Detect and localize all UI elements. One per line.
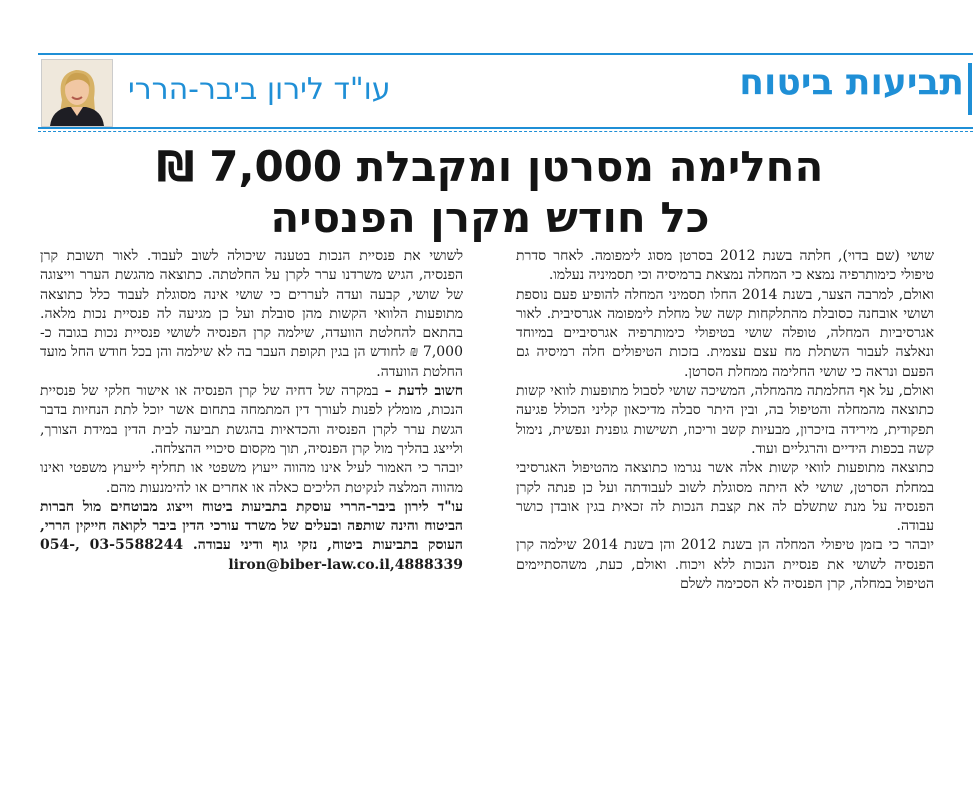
author-byline: עו"ד לירון ביבר-הררי עוסקת בתביעות ביטוח וייצוג מבוטחים מול חברות הביטוח והינה שותפה ובעלים של משרד עורכי הדין ביבר לקואה חייקין הררי, העוסק בתביעות ביטוח, נזקי גוף ודיני עבודה. 03-5588244 ,054-4888339,liron@biber-law.co.il [40, 498, 463, 573]
author-photo [41, 59, 113, 127]
headline-line-1: החלימה מסרטן ומקבלת 7,000 ₪ [156, 142, 824, 191]
article-paragraph: לשושי את פנסיית הנכות בטענה שיכולה לשוב לעבוד. לאור תשובת קרן הפנסיה, הגיש משרדנו ערר לקרן על החלטתה. כתוצאה מהגשת הערר וייצוגה של שושי, קבעה ועדה לעררים כי שושי אינה מסוגלת לעבוד כלל כתוצאה מתופעות הלוואי הקשות מהן סובלת ועל כן מגיעה לה פנסיית נכות מלאה. בהתאם להחלטת הוועדה, שילמה קרן הפנסיה לשושי פנסיית נכות בגובה כ- 7,000 ₪ לחודש הן בגין תקופת העבר בה לא שילמה והן בכל חודש החל מועד החלטת הוועדה. [40, 248, 463, 380]
article-paragraph: ואולם, על אף החלמתה מהמחלה, המשיכה שושי לסבול מתופעות לוואי קשות כתוצאה מהמחלה והטיפול בה, ובין היתר סבלה מדיכאון קליני הכולל פגיעה תפקודית, מירידה בזיכרון, מבעיות קשב וריכוז, תשישות גופנית ונפשית, נימול קשה בכפות הידיים והרגליים ועוד. [516, 383, 934, 457]
header-bottom-rule [38, 127, 973, 129]
section-title: תביעות ביטוח [739, 62, 964, 103]
author-portrait-icon [42, 60, 112, 126]
author-name: עו"ד לירון ביבר-הררי [128, 72, 391, 107]
header-dashed-rule [38, 131, 973, 132]
byline-email: liron@biber-law.co.il [228, 556, 390, 573]
section-accent-bar [968, 63, 972, 115]
article-paragraph: ואולם, למרבה הצער, בשנת 2014 החלו תסמיני המחלה להופיע פעם נוספת ושושי אובחנה כסובלת מהתלקחות קשה של מחלת לימפומה אגרסיבית. לאור אגרסיביות המחלה, טופלה שושי בטיפולי כימותרפיה אגרסיביים במיוחד ונאלצה לעבור השתלת מח עצם עצמית. בזכות הטיפולים חלה רמיסיה גם הפעם ונראה כי שושי החלימה ממחלת הסרטן. [516, 286, 935, 380]
important-note-text: במקרה של דחיה של קרן הפנסיה או אישור חלקי של פנסיית הנכות, מומלץ לפנות לעורך דין המתמחה בתחום אשר יוכל לתת הנחיות בדבר הגשת ערר לקרן הפנסיה והכדאיות בהגשת תביעה לבית הדין במידת הצורך, ולייצג בהליך מול קרן הפנסיה, תוך מקסום סיכויי ההצלחה. [40, 383, 463, 457]
byline-phones: 03-5588244 ,054-4888339 [40, 537, 463, 573]
article-column-right [516, 247, 934, 594]
article-paragraph: יובהר כי בזמן טיפולי המחלה הן בשנת 2012 והן בשנת 2014 שילמה קרן הפנסיה לשושי את פנסיית הנכות ללא ויכוח. ואולם, כעת, משהסתיימים הטיפול במחלה, קרן הפנסיה לא הסכימה לשלם [516, 537, 934, 593]
article-column-left [40, 247, 463, 575]
article-paragraph: כתוצאה מתופעות לוואי קשות אלה אשר נגרמו כתוצאה מהטיפול האגרסיבי במחלת הסרטן, שושי לא היתה מסוגלת לשוב לעבודתה ועל כן פנתה לקרן הפנסיה על מנת שתשלם לה את קצבת הנכות לה זכאית בגין אובדן כושר עבודה. [516, 460, 934, 535]
header-top-rule [38, 53, 973, 55]
article-paragraph-important [40, 382, 463, 459]
important-note-label: חשוב לדעת – [384, 383, 463, 400]
headline-line-2: כל חודש מקרן הפנסיה [270, 193, 710, 242]
disclaimer-paragraph: יובהר כי האמור לעיל אינו מהווה ייעוץ משפטי או תחליף לייעוץ משפטי ואינו מהווה המלצה לנקיטת הליכים כאלה או אחרים או להימנעות מהם. [40, 460, 463, 496]
article-paragraph: שושי (שם בדוי), חלתה בשנת 2012 בסרטן מסוג לימפומה. לאחר סדרת טיפולי כימותרפיה נמצא כי המחלה נמצאת ברמיסיה וכי תסמיניה נעלמו. [516, 248, 935, 284]
byline-text: עו"ד לירון ביבר-הררי עוסקת בתביעות ביטוח וייצוג מבוטחים מול חברות הביטוח והינה שותפה ובעלים של משרד עורכי הדין ביבר לקואה חייקין הררי, העוסק בתביעות ביטוח, נזקי גוף ודיני עבודה. [40, 498, 463, 554]
